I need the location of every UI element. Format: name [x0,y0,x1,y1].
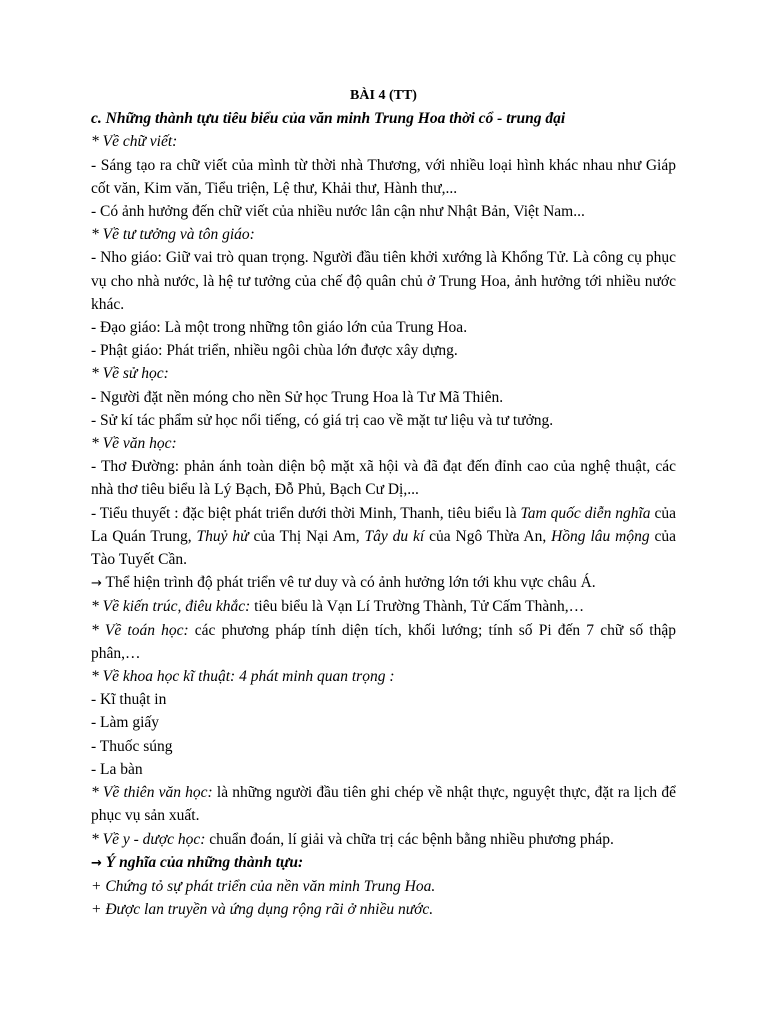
literature-conclusion [91,571,676,595]
history-item: - Sử kí tác phẩm sử học nổi tiếng, có giá trị cao về mặt tư liệu và tư tưởng. [91,411,554,429]
technology-item: - La bàn [91,760,143,778]
significance-item: + Được lan truyền và ứng dụng rộng rãi ở nhiều nước. [91,901,434,919]
religion-item: - Đạo giáo: Là một trong những tôn giáo lớn của Trung Hoa. [91,319,468,337]
section-c-heading: c. Những thành tựu tiêu biểu của văn minh Trung Hoa thời cổ - trung đại [91,110,566,128]
novel-author: của Thị Nại Am, [248,527,365,545]
writing-item: - Sáng tạo ra chữ viết của mình từ thời nhà Thương, với nhiều loại hình khác nhau như Giáp cốt văn, Kim văn, Tiểu triện, Lệ thư, Khải thư, Hành thư,... [91,156,676,197]
astronomy-text: là những người đầu tiên ghi chép về nhật thực, nguyệt thực, đặt ra lịch để phục vụ sản xuất. [91,784,676,825]
literature-item: - Thơ Đường: phản ánh toàn diện bộ mặt xã hội và đã đạt đến đỉnh cao của nghệ thuật, các nhà thơ tiêu biểu là Lý Bạch, Đỗ Phủ, Bạch Cư Dị,... [91,458,676,499]
novel-title: Tam quốc diễn nghĩa [520,504,651,522]
technology-item: - Kĩ thuật in [91,691,167,709]
technology-item: - Làm giấy [91,714,160,732]
math-text: các phương pháp tính diện tích, khối lướng; tính số Pi đến 7 chữ số thập phân,… [91,621,676,662]
novel-title: Hồng lâu mộng [551,527,650,545]
lesson-title: BÀI 4 (TT) [350,88,417,103]
history-heading: * Về sử học: [91,365,169,383]
architecture-label: * Về kiến trúc, điêu khắc: [91,598,251,616]
astronomy-label: * Về thiên văn học: [91,784,213,802]
medicine-text: chuẩn đoán, lí giải và chữa trị các bệnh bằng nhiều phương pháp. [205,830,614,848]
arrow-right-icon: → [91,576,102,592]
architecture-line [91,595,676,618]
conclusion-text: Thể hiện trình độ phát triển vê tư duy và có ảnh hưởng lớn tới khu vực châu Á. [101,574,596,592]
math-line [91,619,676,665]
religion-item: - Phật giáo: Phát triển, nhiều ngôi chùa lớn được xây dựng. [91,342,458,360]
significance-item: + Chứng tỏ sự phát triển của nền văn minh Trung Hoa. [91,877,436,895]
literature-novels [91,502,676,572]
novel-prefix: - Tiểu thuyết : đặc biệt phát triển dưới thời Minh, Thanh, tiêu biểu là [91,504,521,522]
novel-title: Thuỷ hử [196,527,249,545]
significance-heading-text: Ý nghĩa của những thành tựu: [101,853,304,871]
arrow-right-icon: → [91,855,102,871]
writing-heading: * Về chữ viết: [91,133,178,151]
architecture-text: tiêu biểu là Vạn Lí Trường Thành, Tử Cấm Thành,… [250,598,585,616]
novel-author: của La Quán Trung, [91,504,676,545]
religion-heading: * Về tư tưởng và tôn giáo: [91,226,255,244]
novel-title: Tây du kí [364,527,425,545]
religion-item: - Nho giáo: Giữ vai trò quan trọng. Người đầu tiên khởi xướng là Khổng Tử. Là công cụ phục vụ cho nhà nước, là hệ tư tưởng của chế độ quân chủ ở Trung Hoa, ảnh hưởng tới nhiều nước khác. [91,249,676,313]
technology-heading: * Về khoa học kĩ thuật: 4 phát minh quan trọng : [91,668,395,686]
astronomy-line [91,781,676,827]
literature-heading: * Về văn học: [91,435,177,453]
math-label: * Về toán học: [91,621,189,639]
technology-item: - Thuốc súng [91,737,173,755]
medicine-line [91,828,676,851]
novel-author: của Tào Tuyết Cần. [91,527,676,569]
medicine-label: * Về y - dược học: [91,830,206,848]
history-item: - Người đặt nền móng cho nền Sử học Trung Hoa là Tư Mã Thiên. [91,388,504,406]
novel-author: của Ngô Thừa An, [424,527,552,545]
writing-item: - Có ảnh hưởng đến chữ viết của nhiều nước lân cận như Nhật Bản, Việt Nam... [91,203,585,221]
significance-heading [91,851,676,875]
document-page [91,84,676,921]
